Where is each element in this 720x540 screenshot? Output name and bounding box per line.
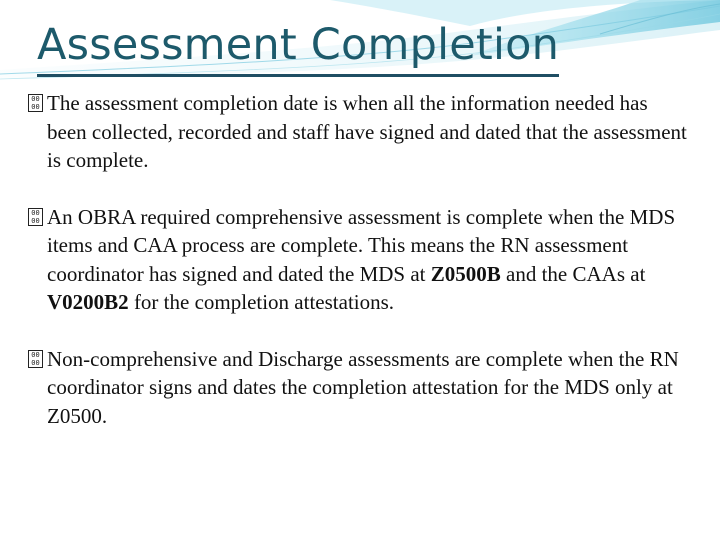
slide-body [28, 89, 688, 430]
missing-glyph-icon: 00 00 [28, 208, 43, 226]
missing-glyph-icon: 00 00 [28, 350, 43, 368]
missing-glyph-icon: 00 00 [28, 94, 43, 112]
item-code-v0200b2: V0200B2 [47, 290, 129, 314]
bullet-item [28, 203, 688, 317]
bullet-text-part: and the CAAs at [500, 261, 646, 286]
bullet-item [28, 345, 688, 431]
item-code-z0500b: Z0500B [430, 261, 501, 286]
bullet-text-part: An OBRA required comprehensive assessment is complete when the MDS items and CAA process are complete. This means the RN assessment coordinator has signed and dated the MDS at [47, 204, 676, 286]
bullet-text: The assessment completion date is when all the information needed has been collected, recorded and staff have signed and dated that the assessment is complete. [47, 91, 687, 172]
bullet-item [28, 89, 688, 175]
slide-title: Assessment Completion [37, 16, 559, 77]
bullet-text: Non-comprehensive and Discharge assessments are complete when the RN coordinator signs and dates the completion attestation for the MDS only at Z0500. [47, 346, 679, 428]
bullet-text-part: for the completion attestations. [128, 290, 395, 314]
